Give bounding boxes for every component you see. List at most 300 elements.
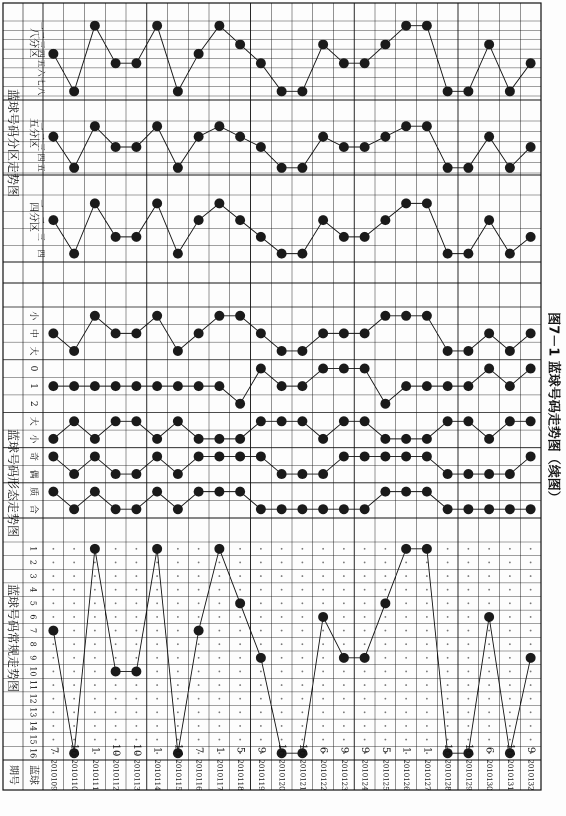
zone8-trend-marker [131,58,141,68]
issue-number: 2010124 [360,759,369,791]
basic-empty-cell [509,589,511,591]
basic-trend-marker [256,653,266,663]
form-trend-marker [484,469,494,479]
basic-empty-cell [384,657,386,659]
basic-empty-cell [447,589,449,591]
basic-empty-cell [281,643,283,645]
basic-empty-cell [405,643,407,645]
zone5-column-header: 二 [36,132,46,141]
basic-empty-cell [426,630,428,632]
zone5-trend-marker [526,142,536,152]
basic-empty-cell [52,602,54,604]
basic-empty-cell [218,657,220,659]
form-trend-marker [380,434,390,444]
number-column-header: 5 [28,600,38,606]
form-trend-marker [194,451,204,461]
zone4-trend-marker [194,215,204,225]
form-trend-marker [277,469,287,479]
issue-number: 2010118 [236,759,245,791]
basic-empty-cell [260,711,262,713]
basic-empty-cell [218,630,220,632]
basic-empty-cell [405,671,407,673]
zone8-trend-marker [443,86,453,96]
form-trend-marker [90,434,100,444]
zone4-column-header: 三 [36,232,46,241]
basic-empty-cell [52,548,54,550]
issue-number: 2010123 [339,759,348,791]
zone5-trend-marker [422,121,432,131]
form-trend-marker [214,487,224,497]
basic-empty-cell [447,616,449,618]
zone4-trend-marker [277,249,287,259]
basic-empty-cell [405,602,407,604]
basic-empty-cell [135,739,137,741]
basic-empty-cell [73,657,75,659]
basic-empty-cell [343,575,345,577]
form-trend-marker [360,416,370,426]
form-column-header: 大 [28,346,38,356]
form-trend-marker [401,487,411,497]
basic-empty-cell [177,575,179,577]
basic-empty-cell [198,575,200,577]
basic-empty-cell [405,575,407,577]
basic-empty-cell [94,630,96,632]
basic-empty-cell [218,698,220,700]
basic-empty-cell [447,575,449,577]
basic-empty-cell [52,739,54,741]
number-column-header: 7 [28,628,38,634]
basic-trend-marker [194,626,204,636]
basic-empty-cell [52,643,54,645]
form-trend-marker [339,364,349,374]
zone4-trend-marker [111,232,121,242]
basic-empty-cell [94,616,96,618]
basic-empty-cell [260,616,262,618]
basic-empty-cell [384,711,386,713]
basic-empty-cell [343,739,345,741]
basic-empty-cell [405,684,407,686]
basic-empty-cell [301,589,303,591]
form-trend-marker [48,451,58,461]
form-trend-marker [443,504,453,514]
form-trend-marker [152,381,162,391]
zone8-trend-marker [463,86,473,96]
form-column-header: 合 [27,504,38,514]
basic-empty-cell [322,711,324,713]
form-trend-marker [131,381,141,391]
basic-empty-cell [426,616,428,618]
issue-number: 2010127 [422,759,431,791]
zone8-column-header: 二 [36,31,46,40]
issue-number: 2010122 [319,759,328,791]
blue-value: 10 [110,743,122,757]
basic-empty-cell [343,711,345,713]
basic-empty-cell [301,548,303,550]
basic-empty-cell [218,602,220,604]
zone4-trend-marker [131,232,141,242]
basic-empty-cell [467,616,469,618]
form-trend-marker [131,328,141,338]
zone5-trend-marker [380,132,390,142]
form-trend-marker [69,504,79,514]
basic-empty-cell [281,684,283,686]
form-trend-marker [484,364,494,374]
basic-empty-cell [135,616,137,618]
form-trend-marker [360,364,370,374]
basic-empty-cell [73,548,75,550]
zone5-trend-marker [318,132,328,142]
form-trend-marker [380,451,390,461]
basic-empty-cell [177,548,179,550]
basic-empty-cell [467,643,469,645]
basic-empty-cell [509,575,511,577]
basic-empty-cell [73,616,75,618]
basic-empty-cell [343,671,345,673]
basic-empty-cell [488,630,490,632]
basic-empty-cell [198,589,200,591]
basic-empty-cell [426,725,428,727]
basic-empty-cell [364,616,366,618]
basic-trend-marker [235,598,245,608]
basic-empty-cell [530,711,532,713]
basic-empty-cell [322,562,324,564]
grid-lines [3,3,541,790]
issue-number: 2010130 [485,759,494,791]
zone5-trend-marker [484,132,494,142]
basic-empty-cell [198,602,200,604]
basic-empty-cell [177,671,179,673]
basic-empty-cell [509,657,511,659]
zone5-trend-marker [111,142,121,152]
zone4-trend-marker [235,215,245,225]
basic-empty-cell [260,698,262,700]
form-trend-marker [422,434,432,444]
blue-value: 7 [47,746,59,754]
basic-empty-cell [94,684,96,686]
basic-empty-cell [509,739,511,741]
zone4-trend-marker [505,249,515,259]
basic-empty-cell [364,589,366,591]
basic-empty-cell [239,711,241,713]
basic-empty-cell [384,616,386,618]
form-column-header: 奇 [28,451,38,461]
issue-number: 2010111 [90,759,99,791]
basic-empty-cell [115,575,117,577]
zone8-column-header: 四 [36,49,46,58]
form-trend-marker [235,311,245,321]
form-trend-marker [360,504,370,514]
basic-empty-cell [177,684,179,686]
blue-value: 5 [234,746,246,754]
zone8-trend-marker [194,49,204,59]
basic-empty-cell [447,698,449,700]
form-trend-title: 蓝球号码形态走势图 [6,428,20,538]
form-trend-marker [318,434,328,444]
basic-empty-cell [52,589,54,591]
zone4-trend-marker [214,198,224,208]
basic-empty-cell [343,589,345,591]
basic-empty-cell [426,657,428,659]
basic-empty-cell [467,711,469,713]
basic-empty-cell [52,671,54,673]
basic-trend-marker [318,612,328,622]
basic-empty-cell [447,739,449,741]
basic-trend-marker [360,653,370,663]
form-trend-marker [526,504,536,514]
form-trend-marker [526,364,536,374]
basic-empty-cell [218,643,220,645]
basic-empty-cell [343,548,345,550]
form-column-header: 偶 [28,469,38,479]
basic-trend-title: 蓝球号码常规走势图 [6,583,20,693]
basic-empty-cell [530,548,532,550]
basic-empty-cell [177,657,179,659]
basic-empty-cell [322,589,324,591]
basic-empty-cell [281,657,283,659]
basic-empty-cell [198,657,200,659]
basic-empty-cell [239,575,241,577]
basic-empty-cell [530,616,532,618]
issue-number: 2010125 [381,759,390,791]
blue-value: 16 [172,743,184,757]
basic-empty-cell [343,630,345,632]
blue-value: 16 [442,743,454,757]
basic-empty-cell [218,575,220,577]
form-trend-marker [90,487,100,497]
basic-empty-cell [364,739,366,741]
zone4-trend-marker [484,215,494,225]
basic-empty-cell [239,698,241,700]
basic-empty-cell [281,725,283,727]
basic-empty-cell [447,602,449,604]
form-trend-marker [214,434,224,444]
issue-number: 2010132 [526,759,535,791]
basic-empty-cell [156,589,158,591]
form-trend-marker [526,451,536,461]
basic-empty-cell [384,630,386,632]
form-trend-marker [256,451,266,461]
basic-empty-cell [530,562,532,564]
number-column-header: 14 [28,720,38,732]
basic-empty-cell [322,657,324,659]
number-column-header: 2 [28,559,38,565]
basic-empty-cell [239,589,241,591]
basic-trend-marker [422,544,432,554]
zone5-trend-marker [152,121,162,131]
form-trend-marker [235,451,245,461]
basic-empty-cell [405,562,407,564]
form-trend-marker [526,328,536,338]
zone4-trend-marker [90,198,100,208]
form-trend-marker [422,381,432,391]
form-trend-marker [256,504,266,514]
basic-empty-cell [343,602,345,604]
basic-empty-cell [239,643,241,645]
number-column-header: 4 [28,587,38,593]
basic-trend-marker [48,626,58,636]
number-column-header: 9 [28,655,38,661]
zone5-trend-marker [214,121,224,131]
basic-empty-cell [405,739,407,741]
blue-value: 16 [296,743,308,757]
basic-empty-cell [467,575,469,577]
zone8-trend-marker [173,86,183,96]
form-trend-marker [69,416,79,426]
basic-empty-cell [447,684,449,686]
form-trend-marker [90,451,100,461]
zone-trend-title: 蓝球号码分区走势图 [6,88,20,198]
basic-empty-cell [509,725,511,727]
zone4-column-header: 一 [36,199,46,208]
basic-trend-marker [380,598,390,608]
basic-empty-cell [509,616,511,618]
basic-empty-cell [488,589,490,591]
basic-empty-cell [467,548,469,550]
basic-empty-cell [94,698,96,700]
basic-empty-cell [239,671,241,673]
zone4-trend-marker [48,215,58,225]
form-trend-marker [297,381,307,391]
basic-empty-cell [281,616,283,618]
basic-empty-cell [260,684,262,686]
basic-empty-cell [115,548,117,550]
basic-empty-cell [488,602,490,604]
zone5-trend-marker [360,142,370,152]
basic-empty-cell [260,630,262,632]
basic-empty-cell [530,643,532,645]
basic-trend-marker [131,666,141,676]
basic-empty-cell [301,711,303,713]
basic-empty-cell [260,602,262,604]
form-trend-marker [526,416,536,426]
form-trend-marker [152,487,162,497]
basic-empty-cell [115,684,117,686]
form-trend-marker [111,416,121,426]
basic-empty-cell [530,589,532,591]
form-column-header: 小 [28,434,38,444]
zone8-trend-marker [235,39,245,49]
basic-empty-cell [467,725,469,727]
zone5-trend-marker [235,132,245,142]
zone8-trend-marker [484,39,494,49]
form-trend-marker [443,381,453,391]
zone4-trend-marker [463,249,473,259]
basic-trend-marker [111,666,121,676]
basic-empty-cell [135,548,137,550]
basic-empty-cell [156,698,158,700]
basic-empty-cell [364,684,366,686]
basic-empty-cell [343,684,345,686]
form-trend-marker [422,451,432,461]
zone8-trend-marker [318,39,328,49]
basic-empty-cell [509,630,511,632]
basic-empty-cell [218,562,220,564]
basic-empty-cell [281,739,283,741]
basic-empty-cell [260,575,262,577]
form-trend-marker [256,364,266,374]
basic-empty-cell [343,562,345,564]
basic-empty-cell [364,698,366,700]
basic-empty-cell [384,739,386,741]
basic-empty-cell [301,725,303,727]
basic-empty-cell [343,616,345,618]
form-trend-marker [401,381,411,391]
basic-empty-cell [426,698,428,700]
basic-empty-cell [467,630,469,632]
basic-empty-cell [156,671,158,673]
zone4-trend-marker [152,198,162,208]
basic-empty-cell [177,589,179,591]
issue-number: 2010128 [443,759,452,791]
form-trend-marker [214,451,224,461]
basic-empty-cell [301,562,303,564]
basic-empty-cell [488,739,490,741]
basic-empty-cell [364,548,366,550]
basic-empty-cell [301,671,303,673]
basic-empty-cell [467,602,469,604]
basic-empty-cell [322,684,324,686]
basic-empty-cell [156,602,158,604]
basic-empty-cell [467,684,469,686]
form-trend-marker [194,487,204,497]
form-trend-marker [173,381,183,391]
zone4-trend-marker [401,198,411,208]
basic-empty-cell [239,684,241,686]
basic-empty-cell [156,616,158,618]
zone4-trend-marker [297,249,307,259]
basic-empty-cell [260,589,262,591]
basic-empty-cell [239,739,241,741]
form-trend-marker [173,416,183,426]
basic-empty-cell [115,616,117,618]
issue-number: 2010115 [173,759,182,791]
basic-empty-cell [509,643,511,645]
basic-empty-cell [447,711,449,713]
form-trend-marker [505,416,515,426]
form-trend-marker [152,451,162,461]
basic-empty-cell [260,739,262,741]
form-trend-marker [277,381,287,391]
basic-trend-marker [90,544,100,554]
zone5-trend-marker [401,121,411,131]
basic-empty-cell [322,548,324,550]
basic-empty-cell [467,671,469,673]
basic-empty-cell [530,698,532,700]
basic-empty-cell [177,616,179,618]
basic-empty-cell [509,711,511,713]
zone8-group-label: 八分区 [27,28,39,58]
zone5-trend-marker [173,163,183,173]
basic-empty-cell [115,643,117,645]
form-trend-marker [505,381,515,391]
zone8-trend-marker [360,58,370,68]
basic-empty-cell [218,589,220,591]
basic-empty-cell [218,671,220,673]
form-trend-marker [339,451,349,461]
form-trend-marker [484,434,494,444]
zone4-trend-marker [443,249,453,259]
form-trend-marker [443,416,453,426]
number-column-header: 16 [28,748,38,759]
zone8-trend-marker [401,21,411,31]
form-trend-marker [194,434,204,444]
blue-value: 1 [89,746,101,754]
zone8-trend-marker [152,21,162,31]
form-trend-marker [69,346,79,356]
zone5-trend-marker [69,163,79,173]
blue-value: 9 [255,746,267,754]
basic-empty-cell [405,657,407,659]
